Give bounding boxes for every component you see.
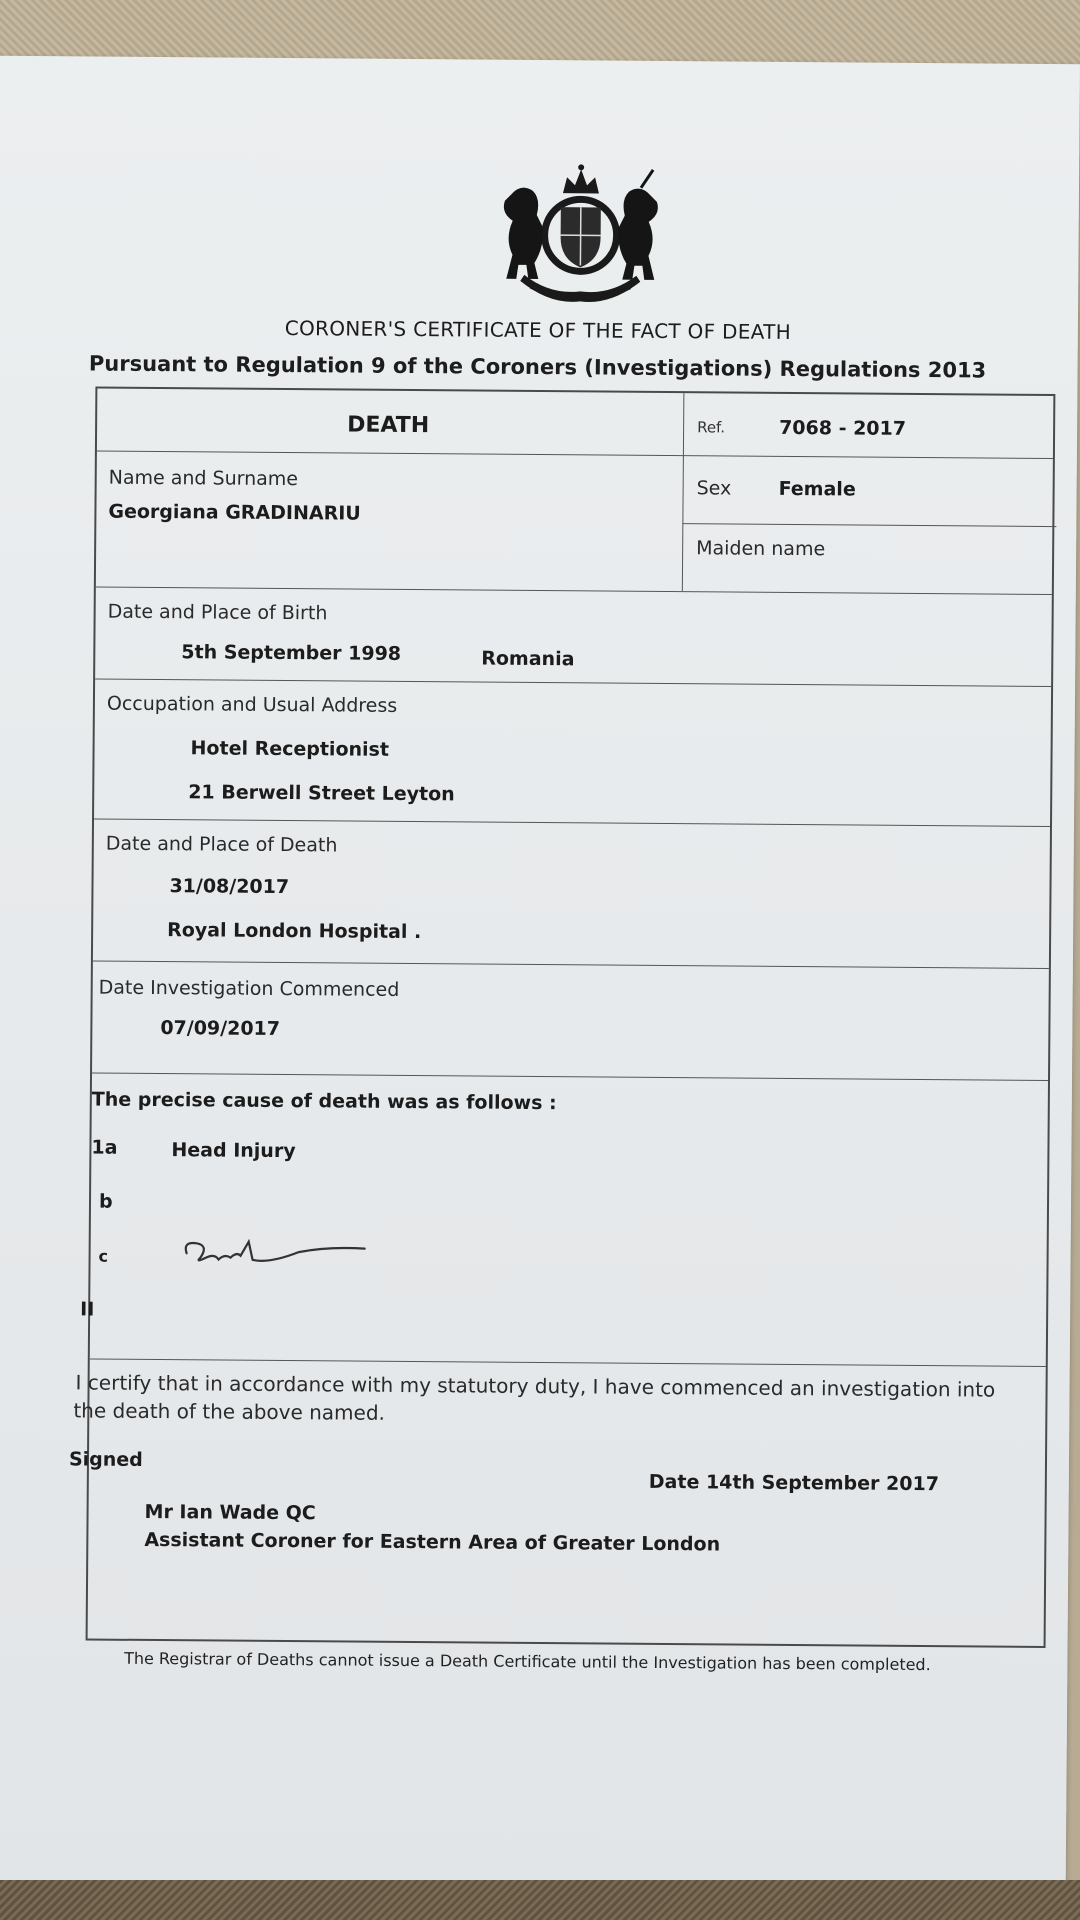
address-value: 21 Berwell Street Leyton	[188, 781, 455, 806]
certificate-subtitle: Pursuant to Regulation 9 of the Coroners (Investigations) Regulations 2013	[88, 351, 987, 383]
birth-place: Romania	[481, 647, 575, 671]
cause-line-label: b	[98, 1190, 113, 1213]
investigation-date: 07/09/2017	[160, 1017, 281, 1040]
cause-line-label: II	[80, 1298, 95, 1321]
cause-line-label: 1a	[91, 1136, 118, 1159]
coroner-title: Assistant Coroner for Eastern Area of Greater London	[144, 1528, 721, 1556]
investigation-label: Date Investigation Commenced	[98, 976, 400, 1001]
row-divider	[96, 587, 1052, 596]
form-header: DEATH	[347, 412, 430, 439]
coroner-name: Mr Ian Wade QC	[144, 1500, 316, 1525]
row-divider	[97, 451, 1053, 460]
birth-label: Date and Place of Birth	[107, 600, 328, 625]
sex-label: Sex	[696, 477, 732, 500]
occupation-value: Hotel Receptionist	[190, 737, 390, 761]
signature-date: Date 14th September 2017	[648, 1470, 940, 1496]
death-label: Date and Place of Death	[105, 832, 338, 857]
certificate-title: CORONER'S CERTIFICATE OF THE FACT OF DEATH	[284, 316, 792, 344]
death-form	[68, 387, 1056, 1649]
death-date: 31/08/2017	[169, 875, 290, 899]
certify-statement-line1: I certify that in accordance with my statutory duty, I have commenced an investigation into	[75, 1370, 996, 1402]
name-value: Georgiana GRADINARIU	[108, 500, 361, 525]
death-place: Royal London Hospital .	[167, 919, 422, 944]
certify-statement-line2: the death of the above named.	[73, 1398, 386, 1425]
maiden-name-label: Maiden name	[696, 537, 826, 561]
ref-column-divider	[682, 393, 685, 591]
signed-label: Signed	[68, 1448, 143, 1471]
row-divider	[93, 961, 1049, 970]
carpet-background-bottom	[0, 1880, 1080, 1920]
row-divider	[92, 1073, 1048, 1082]
ref-label: Ref.	[697, 418, 726, 437]
name-label: Name and Surname	[108, 466, 299, 491]
row-divider	[94, 819, 1050, 828]
sex-value: Female	[778, 477, 856, 501]
sex-maiden-divider	[682, 523, 1056, 527]
cause-line-value: Head Injury	[171, 1139, 296, 1163]
birth-date: 5th September 1998	[181, 641, 402, 665]
ref-value: 7068 - 2017	[779, 416, 907, 440]
cause-heading: The precise cause of death was as follows :	[91, 1088, 557, 1115]
row-divider	[95, 679, 1051, 688]
row-divider	[90, 1359, 1046, 1368]
cause-line-label: c	[98, 1246, 109, 1266]
occupation-label: Occupation and Usual Address	[106, 692, 398, 717]
handwritten-signature-icon	[178, 1233, 368, 1274]
certificate-page	[0, 56, 1080, 1894]
royal-coat-of-arms-icon	[490, 155, 671, 311]
registrar-footer-note: The Registrar of Deaths cannot issue a Death Certificate until the Investigation has been completed.	[124, 1648, 931, 1675]
